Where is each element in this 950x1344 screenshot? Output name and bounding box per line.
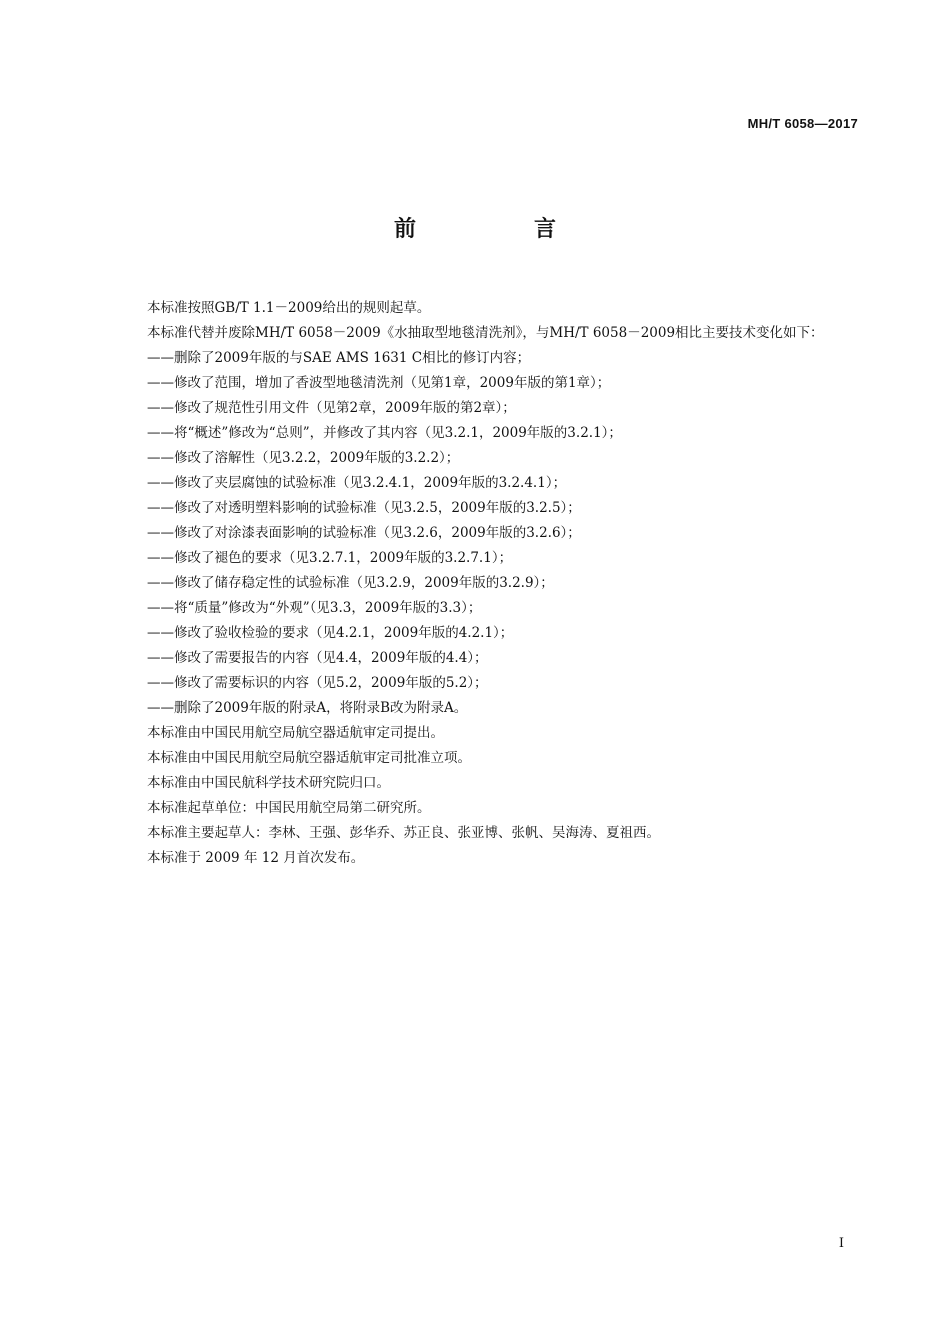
standard-code: MH/T 6058—2017 <box>747 116 858 131</box>
paragraph-centralized-unit: 本标准由中国民航科学技术研究院归口。 <box>147 775 390 791</box>
paragraph-approval: 本标准由中国民用航空局航空器适航审定司批准立项。 <box>147 750 471 766</box>
change-item: ——修改了褪色的要求（见3.2.7.1，2009年版的3.2.7.1）； <box>147 550 513 566</box>
change-item: ——修改了需要标识的内容（见5.2，2009年版的5.2）； <box>147 675 488 691</box>
change-item: ——删除了2009年版的附录A，将附录B改为附录A。 <box>147 700 468 716</box>
paragraph-drafters: 本标准主要起草人：李林、王强、彭华乔、苏正良、张亚博、张帆、吴海涛、夏祖西。 <box>147 825 660 841</box>
foreword-body <box>114 296 860 871</box>
change-item: ——将“质量”修改为“外观”（见3.3，2009年版的3.3）； <box>147 600 482 616</box>
paragraph-drafting-unit: 本标准起草单位：中国民用航空局第二研究所。 <box>147 800 431 816</box>
change-item: ——修改了范围，增加了香波型地毯清洗剂（见第1章，2009年版的第1章）； <box>147 375 611 391</box>
paragraph-proposer: 本标准由中国民用航空局航空器适航审定司提出。 <box>147 725 444 741</box>
change-item: ——修改了夹层腐蚀的试验标准（见3.2.4.1，2009年版的3.2.4.1）； <box>147 475 567 491</box>
change-item: ——删除了2009年版的与SAE AMS 1631 C相比的修订内容； <box>147 350 531 366</box>
change-item: ——修改了对涂漆表面影响的试验标准（见3.2.6，2009年版的3.2.6）； <box>147 525 581 541</box>
change-item: ——修改了规范性引用文件（见第2章，2009年版的第2章）； <box>147 400 516 416</box>
page-title: 前 言 <box>393 217 604 242</box>
change-item: ——修改了对透明塑料影响的试验标准（见3.2.5，2009年版的3.2.5）； <box>147 500 581 516</box>
change-item: ——修改了验收检验的要求（见4.2.1，2009年版的4.2.1）； <box>147 625 514 641</box>
change-item: ——将“概述”修改为“总则”，并修改了其内容（见3.2.1，2009年版的3.2.1）； <box>147 425 622 441</box>
page-number: I <box>838 1236 844 1251</box>
paragraph-replacement-statement: 本标准代替并废除MH/T 6058－2009《水抽取型地毯清洗剂》，与MH/T 6058－2009相比主要技术变化如下： <box>147 325 824 341</box>
paragraph-first-release: 本标准于 2009 年 12 月首次发布。 <box>147 850 365 866</box>
change-item: ——修改了需要报告的内容（见4.4，2009年版的4.4）； <box>147 650 488 666</box>
paragraph-drafting-rules: 本标准按照GB/T 1.1－2009给出的规则起草。 <box>147 300 431 316</box>
change-item: ——修改了储存稳定性的试验标准（见3.2.9，2009年版的3.2.9）； <box>147 575 554 591</box>
change-item: ——修改了溶解性（见3.2.2，2009年版的3.2.2）； <box>147 450 460 466</box>
